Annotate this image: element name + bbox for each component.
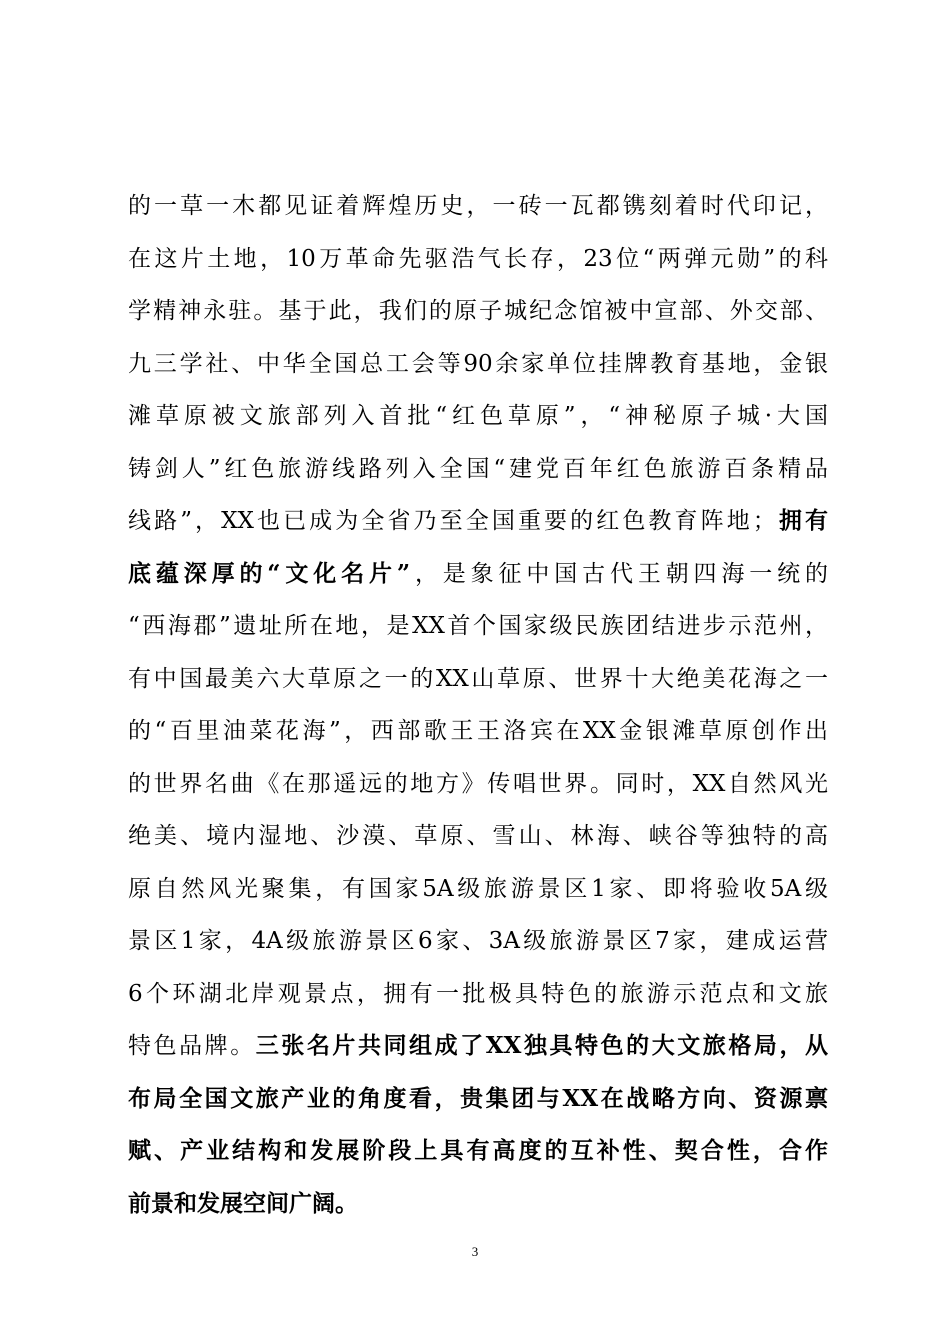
bold-text: 布局全国文旅产业的角度看，贵集团与XX在战略方向、资源禀 <box>128 1084 828 1112</box>
text-line: 滩草原被文旅部列入首批“红色草原”，“神秘原子城·大国 <box>128 403 828 429</box>
text-line: 的“百里油菜花海”，西部歌王王洛宾在XX金银滩草原创作出 <box>128 718 828 744</box>
text-line: 的一草一木都见证着辉煌历史，一砖一瓦都镌刻着时代印记， <box>128 193 828 219</box>
text-line: 铸剑人”红色旅游线路列入全国“建党百年红色旅游百条精品 <box>128 455 828 482</box>
text-line: 底蕴深厚的“文化名片”，是象征中国古代王朝四海一统的 <box>128 559 828 587</box>
page-number: 3 <box>471 1244 479 1259</box>
text-line: 6个环湖北岸观景点，拥有一批极具特色的旅游示范点和文旅 <box>128 980 828 1007</box>
text-line: 特色品牌。三张名片共同组成了XX独具特色的大文旅格局，从 <box>128 1032 828 1059</box>
bold-text: 前景和发展空间广阔。 <box>128 1189 358 1217</box>
text-line <box>128 1125 828 1178</box>
bold-text: 底蕴深厚的“文化名片” <box>128 559 411 587</box>
bold-text: 三张名片共同组成了XX独具特色的大文旅格局，从 <box>255 1032 828 1059</box>
text-line: 的世界名曲《在那遥远的地方》传唱世界。同时，XX自然风光 <box>128 770 828 797</box>
text-line: “西海郡”遗址所在地，是XX首个国家级民族团结进步示范州， <box>128 613 828 639</box>
text-line: 九三学社、中华全国总工会等90余家单位挂牌教育基地，金银 <box>128 350 828 377</box>
text-line: 在这片土地，10万革命先驱浩气长存，23位“两弹元勋”的科 <box>128 245 828 272</box>
body-paragraph <box>128 180 828 1230</box>
text-line <box>128 1178 828 1231</box>
text-line: 绝美、境内湿地、沙漠、草原、雪山、林海、峡谷等独特的高 <box>128 823 828 849</box>
bold-text: 赋、产业结构和发展阶段上具有高度的互补性、契合性，合作 <box>128 1137 828 1164</box>
text-line: 学精神永驻。基于此，我们的原子城纪念馆被中宣部、外交部、 <box>128 298 828 324</box>
text-line: 景区1家，4A级旅游景区6家、3A级旅游景区7家，建成运营 <box>128 928 828 954</box>
bold-text: 拥有 <box>775 507 829 534</box>
text-line: 有中国最美六大草原之一的XX山草原、世界十大绝美花海之一 <box>128 665 828 692</box>
text-line: 线路”，XX也已成为全省乃至全国重要的红色教育阵地；拥有 <box>128 507 829 534</box>
text-line: 原自然风光聚集，有国家5A级旅游景区1家、即将验收5A级 <box>128 875 828 902</box>
text-line <box>128 1073 828 1126</box>
